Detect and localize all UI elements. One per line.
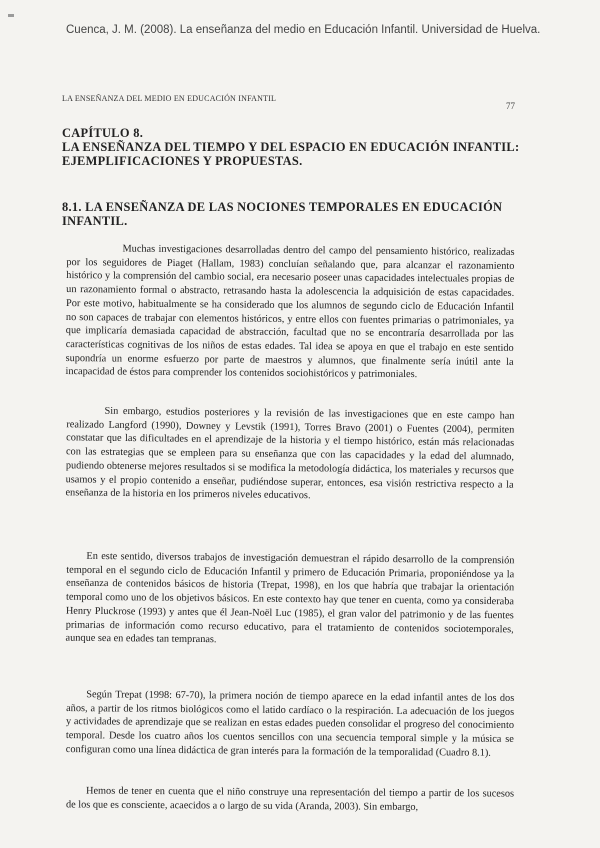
page-number: 77 [506,101,515,111]
running-head: LA ENSEÑANZA DEL MEDIO EN EDUCACIÓN INFANTIL [62,94,277,103]
paragraph: Según Trepat (1998: 67-70), la primera noción de tiempo aparece en la edad infantil antes de los dos años, a partir de los ritmos biológicos como el latido cardíaco o la respiración. La adecuación de los juegos y actividades de aprendizaje que se realizan en estas edades pueden consolidar el progreso del conocimiento temporal. Desde los cuatro años los cuentos sencillos con una secuencia temporal simple y la música se configuran como una línea didáctica de gran interés para la formación de la temporalidad (Cuadro 8.1). [65,689,515,759]
citation-header: Cuenca, J. M. (2008). La enseñanza del medio en Educación Infantil. Universidad de Huelva. [66,24,541,36]
paragraph: Hemos de tener en cuenta que el niño construye una representación del tiempo a partir de los sucesos de los que es consciente, acaecidos a o largo de su vida (Aranda, 2003). Sin embargo, [65,785,515,813]
scan-mark [8,14,14,17]
chapter-number: CAPÍTULO 8. [62,126,144,140]
paragraph: Muchas investigaciones desarrolladas dentro del campo del pensamiento histórico, realizadas por los seguidores de Piaget (Hallam, 1983) concluían señalando que, para alcanzar el razonamiento histórico y la comprensión del cambio social, era necesario poseer unas capacidades intelectuales propias de un razonamiento formal o abstracto, retrasando hasta la adolescencia la adquisición de estas capacidades. Por este motivo, habitualmente se ha considerado que los alumnos de segundo ciclo de Educación Infantil no son capaces de trabajar con elementos históricos, y entre ellos con fuentes primarias o patrimoniales, ya que implicaría demasiada capacidad de abstracción, facultad que no se encontraría desarrollada por las características cognitivas de los niños de estas edades. Tal idea se apoya en que el trabajo en este sentido supondría un enorme esfuerzo por parte de maestros y alumnos, que finalmente sería inútil ante la incapacidad de éstos para comprender los contenidos sociohistóricos y patrimoniales. [65,243,515,381]
paragraph: En este sentido, diversos trabajos de investigación demuestran el rápido desarrollo de la comprensión temporal en el segundo ciclo de Educación Infantil y primero de Educación Primaria, proponiéndose ya la enseñanza de contenidos básicos de historia (Trepat, 1998), en los que habría que trabajar la orientación temporal como uno de los objetivos básicos. En este contexto hay que tener en cuenta, como ya consideraba Henry Pluckrose (1993) y antes que él Jean-Noël Luc (1985), el gran valor del patrimonio y de las fuentes primarias de información como recurso educativo, para el tratamiento de contenidos sociotemporales, aunque sea en edades tan tempranas. [65,550,515,646]
chapter-heading: LA ENSEÑANZA DEL TIEMPO Y DEL ESPACIO EN EDUCACIÓN INFANTIL: EJEMPLIFICACIONES Y PROPUESTAS. [62,140,520,168]
paragraph: Sin embargo, estudios posteriores y la revisión de las investigaciones que en este campo han realizado Langford (1990), Downey y Levstik (1991), Torres Bravo (2001) o Fuentes (2004), permiten constatar que las dificultades en el aprendizaje de la historia y el tiempo histórico, están más relacionadas con las estrategias que se empleen para su enseñanza que con las capacidades y la edad del alumnado, pudiendo obtenerse mejores resultados si se modifica la metodología didáctica, los materiales y recursos que usamos y el propio contenido a enseñar, pudiéndose superar, entonces, esa visión restrictiva respecto a la enseñanza de la historia en los primeros niveles educativos. [65,405,515,502]
chapter-title [62,126,532,168]
section-title: 8.1. LA ENSEÑANZA DE LAS NOCIONES TEMPORALES EN EDUCACIÓN INFANTIL. [62,200,503,228]
